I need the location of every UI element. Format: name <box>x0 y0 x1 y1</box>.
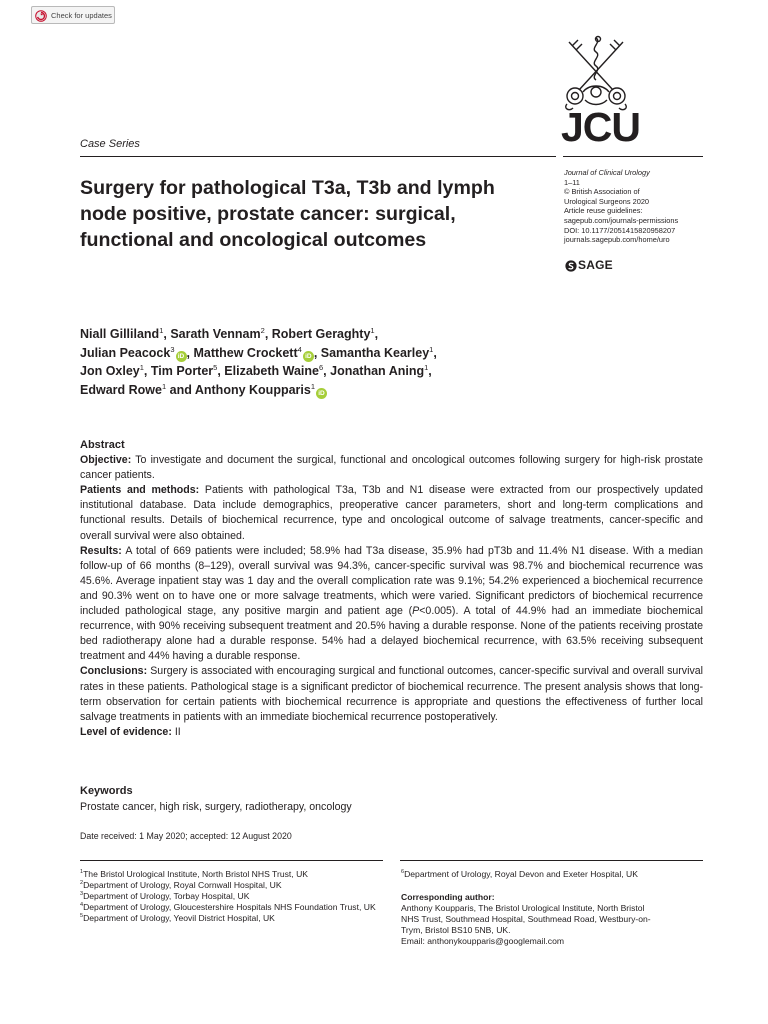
conclusions-text: Surgery is associated with encouraging surgical and functional outcomes, cancer-specific survival and overall survival rates in these patients. Pathological stage is a significant predictor of biochemical recurrence. The present analysis shows that long-term observation for certain patients with biochemical recurrence is appropriate and questions the effectiveness of further local salvage treatments in patients with an immediate biochemical recurrence postoperatively. <box>80 665 703 723</box>
results-label: Results: <box>80 544 122 557</box>
objective-text: To investigate and document the surgical, functional and oncological outcomes following surgery for high-risk prostate cancer patients. <box>80 454 703 482</box>
abstract-results <box>80 544 703 665</box>
author-list <box>80 325 540 399</box>
author-name[interactable]: Tim Porter <box>150 364 214 379</box>
author-affil-sup: 1 <box>159 325 164 335</box>
journal-logo: JCU <box>561 104 641 150</box>
author-name[interactable]: Jon Oxley <box>80 364 140 379</box>
footer-divider-right <box>400 860 703 861</box>
author-affil-sup: 1 <box>424 363 429 373</box>
abstract-methods <box>80 483 703 543</box>
affiliation-text: Department of Urology, Royal Cornwall Hospital, UK <box>83 880 282 890</box>
abstract-objective <box>80 453 703 483</box>
affiliation-text: Department of Urology, Torbay Hospital, UK <box>83 891 250 901</box>
corresponding-address-line: NHS Trust, Southmead Hospital, Southmead Road, Westbury-on- <box>401 914 651 924</box>
author-affil-sup: 1 <box>139 363 144 373</box>
abstract-conclusions <box>80 664 703 724</box>
author-name[interactable]: Julian Peacock <box>80 345 171 360</box>
author-name[interactable]: Robert Geraghty <box>271 327 371 341</box>
affiliation-list <box>80 869 380 924</box>
author-sep: , <box>186 345 194 360</box>
corresponding-author-heading: Corresponding author: <box>401 892 495 902</box>
author-affil-sup: 2 <box>260 325 265 335</box>
evidence-label: Level of evidence: <box>80 725 172 738</box>
abstract-evidence <box>80 725 703 740</box>
author-affil-sup: 1 <box>370 325 375 335</box>
author-sep: , <box>323 364 331 379</box>
author-name[interactable]: Niall Gilliland <box>80 327 160 341</box>
affiliation-item <box>80 902 380 913</box>
affiliation-sup: 4 <box>80 902 84 909</box>
abstract-heading: Abstract <box>80 439 125 451</box>
reuse-guidelines-link[interactable]: sagepub.com/journals-permissions <box>564 215 679 225</box>
header-divider-right <box>563 156 703 157</box>
orcid-icon[interactable]: iD <box>316 388 327 399</box>
author-sep: , <box>217 364 225 379</box>
author-name[interactable]: Elizabeth Waine <box>224 364 319 379</box>
abstract <box>80 438 703 740</box>
author-name[interactable]: Matthew Crockett <box>193 345 298 360</box>
check-updates-icon <box>35 9 47 21</box>
check-for-updates-button[interactable] <box>31 6 115 24</box>
results-text-continued: <0.005). A total of 44.9% had an immediate biochemical recurrence, with 90% receiving subsequent treatment and 20.5% having a durable response. None of the patients receiving prostate bed radiotherapy alone had a durable response. 54% had a delayed biochemical recurrence, with 63.5% receiving subsequent treatment and 44% having a durable response. <box>80 605 703 663</box>
author-sep: and <box>166 382 195 397</box>
orcid-icon[interactable]: iD <box>176 351 187 362</box>
reuse-guidelines-label: Article reuse guidelines: <box>564 206 643 216</box>
author-sep: , <box>428 364 432 379</box>
journal-info <box>564 168 714 245</box>
author-affil-sup: 1 <box>310 381 315 391</box>
journal-copyright: © British Association of <box>564 187 640 197</box>
author-sep: , <box>264 327 272 341</box>
orcid-icon[interactable]: iD <box>303 351 314 362</box>
affiliation-text: The Bristol Urological Institute, North Bristol NHS Trust, UK <box>83 869 309 879</box>
author-sep: , <box>433 345 437 360</box>
affiliation-sup: 2 <box>80 880 84 887</box>
sage-s-icon <box>565 259 577 271</box>
author-name[interactable]: Jonathan Aning <box>330 364 425 379</box>
author-sep: , <box>143 364 151 379</box>
methods-label: Patients and methods: <box>80 484 200 497</box>
author-name[interactable]: Sarath Vennam <box>170 327 261 341</box>
author-affil-sup: 1 <box>161 381 167 391</box>
author-name[interactable]: Edward Rowe <box>80 382 162 397</box>
journal-emblem-icon <box>555 34 637 112</box>
corresponding-author <box>401 892 701 947</box>
sage-logo <box>565 258 613 272</box>
article-type: Case Series <box>80 138 140 150</box>
received-accepted-dates: Date received: 1 May 2020; accepted: 12 August 2020 <box>80 831 292 841</box>
methods-text: Patients with pathological T3a, T3b and N1 disease were extracted from our prospectively updated institutional database. Data include demographics, preoperative cancer parameters, short and long-term complications and functional results. Details of biochemical recurrence, type and oncological outcome of salvage treatments, cancer-specific and overall survival were also obtained. <box>80 484 703 542</box>
journal-homepage-link[interactable]: journals.sagepub.com/home/uro <box>564 235 670 245</box>
affiliation-item <box>80 891 380 902</box>
affiliation-text: Department of Urology, Gloucestershire Hospitals NHS Foundation Trust, UK <box>83 902 376 912</box>
journal-name: Journal of Clinical Urology <box>564 168 650 177</box>
affiliation-item <box>80 869 380 880</box>
author-sep: , <box>313 345 321 360</box>
sage-logo-text: SAGE <box>578 258 613 272</box>
keywords-list: Prostate cancer, high risk, surgery, radiotherapy, oncology <box>80 801 352 813</box>
article-title: Surgery for pathological T3a, T3b and lymph node positive, prostate cancer: surgical, functional and oncological outcomes <box>80 177 495 251</box>
journal-copyright-line2: Urological Surgeons 2020 <box>564 196 650 206</box>
author-name[interactable]: Samantha Kearley <box>320 345 430 360</box>
author-affil-sup: 5 <box>213 363 218 373</box>
author-sep: , <box>374 327 379 341</box>
header-divider-left <box>80 156 556 157</box>
keywords-heading: Keywords <box>80 785 133 797</box>
conclusions-label: Conclusions: <box>80 665 148 678</box>
doi-text[interactable]: DOI: 10.1177/2051415820958207 <box>564 225 676 235</box>
affiliation-sup: 5 <box>80 913 84 920</box>
check-updates-label: Check for updates <box>51 10 112 20</box>
author-affil-sup: 3 <box>170 344 175 354</box>
evidence-value: II <box>174 725 181 738</box>
author-name[interactable]: Anthony Koupparis <box>194 382 311 397</box>
author-sep: , <box>163 327 171 341</box>
affiliation-item <box>80 913 380 924</box>
author-affil-sup: 1 <box>429 344 434 354</box>
corresponding-address-line: Anthony Koupparis, The Bristol Urological Institute, North Bristol <box>401 903 645 913</box>
affiliation-item <box>401 869 701 880</box>
corresponding-email[interactable]: Email: anthonykoupparis@googlemail.com <box>401 936 565 946</box>
results-text: A total of 669 patients were included; 58.9% had T3a disease, 35.9% had pT3b and 11.4% N1 disease. With a median follow-up of 66 months (8–129), overall survival was 94.3%, cancer-specific survival was 98.7% and biochemical recurrence was 45.6%. Average inpatient stay was 1 day and the overall complication rate was 9.1%; 54.2% experienced a biochemical recurrence and 90.3% went on to have one or more salvage treatments, which were varied. Significant predictors of biochemical recurrence included pathological stage, any positive margin and patient age ( <box>80 544 704 618</box>
affiliation-sup: 3 <box>80 891 84 898</box>
affiliation-text: Department of Urology, Yeovil District Hospital, UK <box>83 913 275 923</box>
author-affil-sup: 6 <box>319 363 324 373</box>
author-affil-sup: 4 <box>297 344 302 354</box>
objective-label: Objective: <box>80 454 132 467</box>
affiliation-sup: 6 <box>401 869 405 876</box>
affiliation-item <box>80 880 380 891</box>
affiliation-text: Department of Urology, Royal Devon and Exeter Hospital, UK <box>404 869 638 879</box>
footer-divider-left <box>80 860 383 861</box>
affiliation-sup: 1 <box>80 869 84 876</box>
corresponding-address-line: Trym, Bristol BS10 5NB, UK. <box>401 925 511 935</box>
journal-pages: 1–11 <box>564 177 580 187</box>
p-value-symbol: P <box>412 605 420 618</box>
